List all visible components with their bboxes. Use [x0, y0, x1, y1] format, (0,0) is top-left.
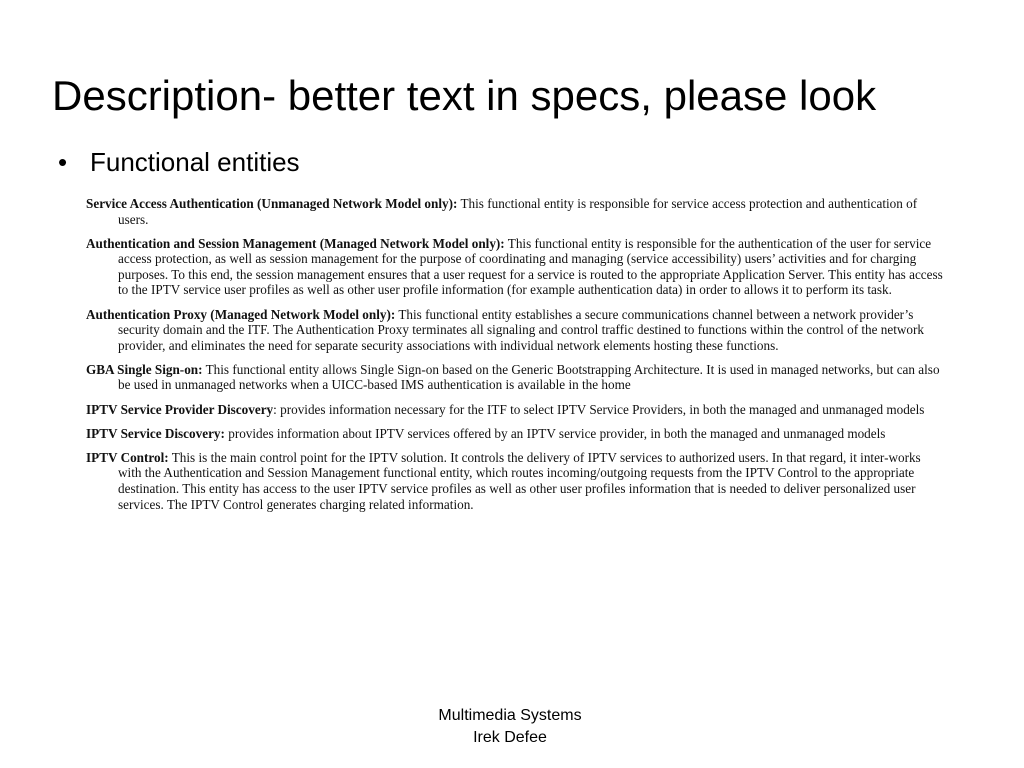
entity-description: provides information about IPTV services offered by an IPTV service provider, in both the managed and unmanaged models	[224, 425, 886, 441]
entity-entry	[86, 426, 946, 442]
entity-name: IPTV Control:	[86, 449, 169, 465]
entity-description: This functional entity is responsible for the authentication of the user for service access protection, as well as session management for the purpose of coordinating and managing (service accessibility) users’ activities and for charging purposes. To this end, the session management ensures that a user request for a service is routed to the appropriate Application Server. This entity has access to the IPTV service user profiles as well as other user profile information (for example authentication data) in order to allows it to perform its task.	[118, 235, 943, 298]
entity-description: This functional entity is responsible for service access protection and authentication of users.	[118, 196, 918, 227]
footer-author: Irek Defee	[473, 729, 547, 746]
spec-excerpt	[86, 196, 946, 521]
entity-description: This functional entity establishes a secure communications channel between a network provider’s security domain and the ITF. The Authentication Proxy terminates all signaling and control traffic destined to functions within the control of the network provider, and eliminates the need for separate security associations with individual network elements hosting these functions.	[118, 306, 925, 353]
entity-entry	[86, 196, 946, 227]
entity-name: GBA Single Sign-on:	[86, 361, 203, 377]
slide-footer	[380, 705, 640, 749]
entity-name: Service Access Authentication (Unmanaged Network Model only):	[86, 196, 458, 211]
entity-name: IPTV Service Provider Discovery	[86, 401, 274, 417]
entity-description: : provides information necessary for the ITF to select IPTV Service Providers, in both the managed and unmanaged models	[273, 401, 925, 417]
entity-entry	[86, 402, 946, 418]
bullet-marker: •	[58, 147, 68, 177]
entity-description: This is the main control point for the IPTV solution. It controls the delivery of IPTV services to authorized users. In that regard, it inter-works with the Authentication and Session Management functional entity, which routes incoming/outgoing requests from the IPTV Control to the appropriate destination. This entity has access to the user IPTV service profiles as well as other user profiles information that is needed to deliver personalized user services. The IPTV Control generates charging related information.	[118, 449, 921, 512]
entity-name: Authentication and Session Management (Managed Network Model only):	[86, 235, 505, 251]
entity-entry	[86, 236, 946, 298]
slide-title: Description- better text in specs, please look	[52, 72, 877, 119]
footer-course: Multimedia Systems	[438, 707, 582, 724]
bullet-item	[58, 146, 300, 178]
entity-entry	[86, 362, 946, 393]
entity-entry	[86, 450, 946, 512]
bullet-text: Functional entities	[90, 147, 300, 177]
entity-name: Authentication Proxy (Managed Network Model only):	[86, 306, 396, 322]
entity-name: IPTV Service Discovery:	[86, 425, 225, 441]
entity-entry	[86, 307, 946, 354]
entity-description: This functional entity allows Single Sign-on based on the Generic Bootstrapping Architecture. It is used in managed networks, but can also be used in unmanaged networks when a UICC-based IMS authentication is available in the home	[118, 361, 940, 393]
